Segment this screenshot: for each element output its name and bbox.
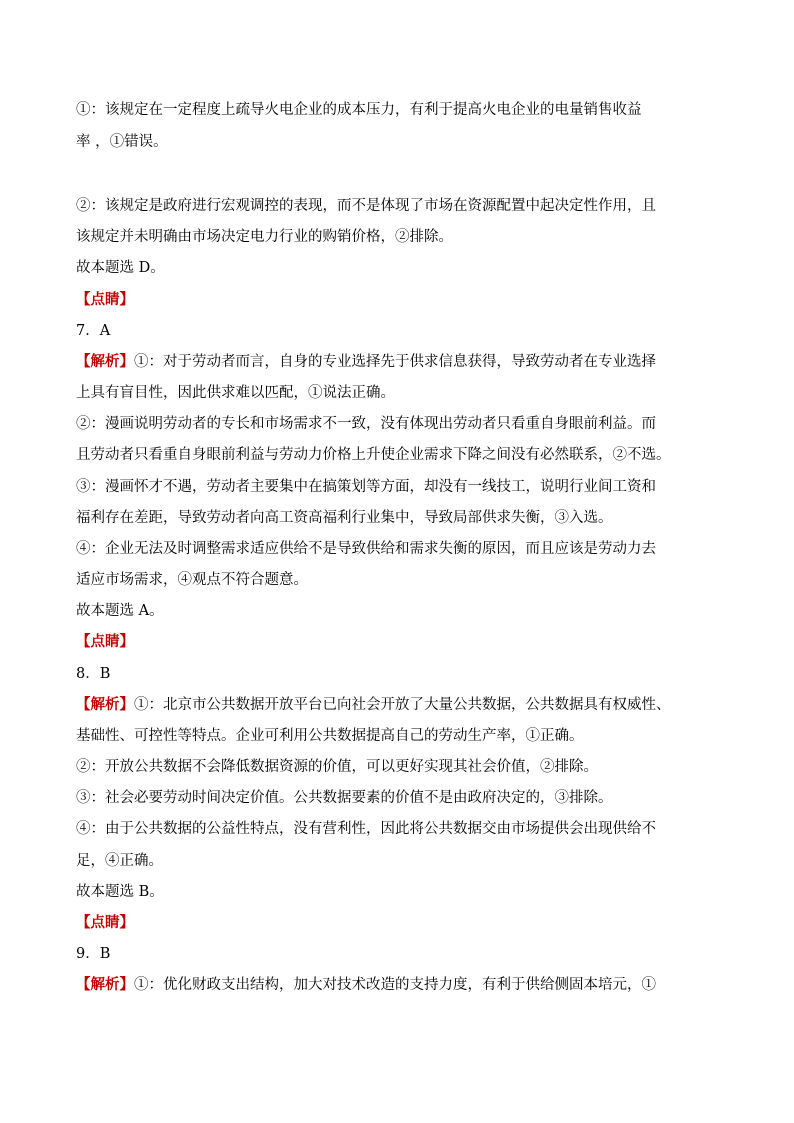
line-text: ②：开放公共数据不会降低数据资源的价值，可以更好实现其社会价值，②排除。 — [76, 759, 598, 775]
line-text: 9．B — [76, 946, 111, 962]
section-tag: 【点睛】 — [76, 914, 134, 931]
question-number — [76, 944, 726, 964]
section-tag: 【点睛】 — [76, 633, 134, 650]
text-line — [76, 445, 726, 465]
text-line — [76, 414, 726, 434]
line-text: ②：漫画说明劳动者的专长和市场需求不一致，没有体现出劳动者只看重自身眼前利益。而 — [76, 416, 656, 432]
line-text: 且劳动者只看重自身眼前利益与劳动力价格上升使企业需求下降之间没有必然联系，②不选。 — [76, 447, 671, 463]
text-line — [76, 757, 726, 777]
line-text: ④：企业无法及时调整需求适应供给不是导致供给和需求失衡的原因，而且应该是劳动力去 — [76, 541, 656, 557]
line-text: 故本题选 B。 — [76, 884, 164, 900]
line-text: ①：该规定在一定程度上疏导火电企业的成本压力，有利于提高火电企业的电量销售收益 — [76, 102, 642, 118]
answer-line — [76, 258, 726, 278]
line-text: ①：北京市公共数据开放平台已向社会开放了大量公共数据，公共数据具有权威性、 — [134, 697, 671, 713]
line-text: 故本题选 A。 — [76, 603, 164, 619]
line-text: 基础性、可控性等特点。企业可利用公共数据提高自己的劳动生产率，①正确。 — [76, 728, 584, 744]
line-text: 7．A — [76, 323, 111, 339]
line-text: ②：该规定是政府进行宏观调控的表现，而不是体现了市场在资源配置中起决定性作用，且 — [76, 198, 656, 214]
text-line — [76, 196, 726, 216]
line-text: 该规定并未明确由市场决定电力行业的购销价格，②排除。 — [76, 229, 453, 245]
comment-heading — [76, 632, 726, 652]
text-line — [76, 788, 726, 808]
text-line — [76, 851, 726, 871]
analysis-line — [76, 352, 726, 372]
text-line — [76, 726, 726, 746]
line-text: 足，④正确。 — [76, 853, 163, 869]
text-line — [76, 132, 726, 152]
line-text: 率 ，①错误。 — [76, 134, 168, 150]
text-line — [76, 383, 726, 403]
line-text: ①：对于劳动者而言，自身的专业选择先于供求信息获得，导致劳动者在专业选择 — [134, 354, 656, 370]
answer-line — [76, 601, 726, 621]
analysis-line — [76, 695, 726, 715]
line-text: 8．B — [76, 666, 111, 682]
text-line — [76, 508, 726, 528]
question-number — [76, 321, 726, 341]
line-text: ④：由于公共数据的公益性特点，没有营利性，因此将公共数据交由市场提供会出现供给不 — [76, 821, 656, 837]
comment-heading — [76, 290, 726, 310]
section-tag: 【点睛】 — [76, 291, 134, 308]
line-text: ③：社会必要劳动时间决定价值。公共数据要素的价值不是由政府决定的，③排除。 — [76, 790, 613, 806]
line-text: 适应市场需求，④观点不符合题意。 — [76, 572, 308, 588]
line-text: ③：漫画怀才不遇，劳动者主要集中在搞策划等方面，却没有一线技工，说明行业间工资和 — [76, 479, 656, 495]
comment-heading — [76, 913, 726, 933]
section-tag: 【解析】 — [76, 696, 134, 713]
section-tag: 【解析】 — [76, 353, 134, 370]
line-text: 福利存在差距，导致劳动者向高工资高福利行业集中，导致局部供求失衡，③入选。 — [76, 510, 613, 526]
answer-line — [76, 882, 726, 902]
section-tag: 【解析】 — [76, 976, 134, 993]
line-text: ①：优化财政支出结构，加大对技术改造的支持力度，有利于供给侧固本培元，① — [134, 977, 656, 993]
line-text: 上具有盲目性，因此供求难以匹配，①说法正确。 — [76, 385, 395, 401]
text-line — [76, 819, 726, 839]
text-line — [76, 539, 726, 559]
text-line — [76, 100, 726, 120]
question-number — [76, 664, 726, 684]
text-line — [76, 227, 726, 247]
analysis-line — [76, 975, 726, 995]
text-line — [76, 570, 726, 590]
line-text: 故本题选 D。 — [76, 260, 165, 276]
text-line — [76, 477, 726, 497]
